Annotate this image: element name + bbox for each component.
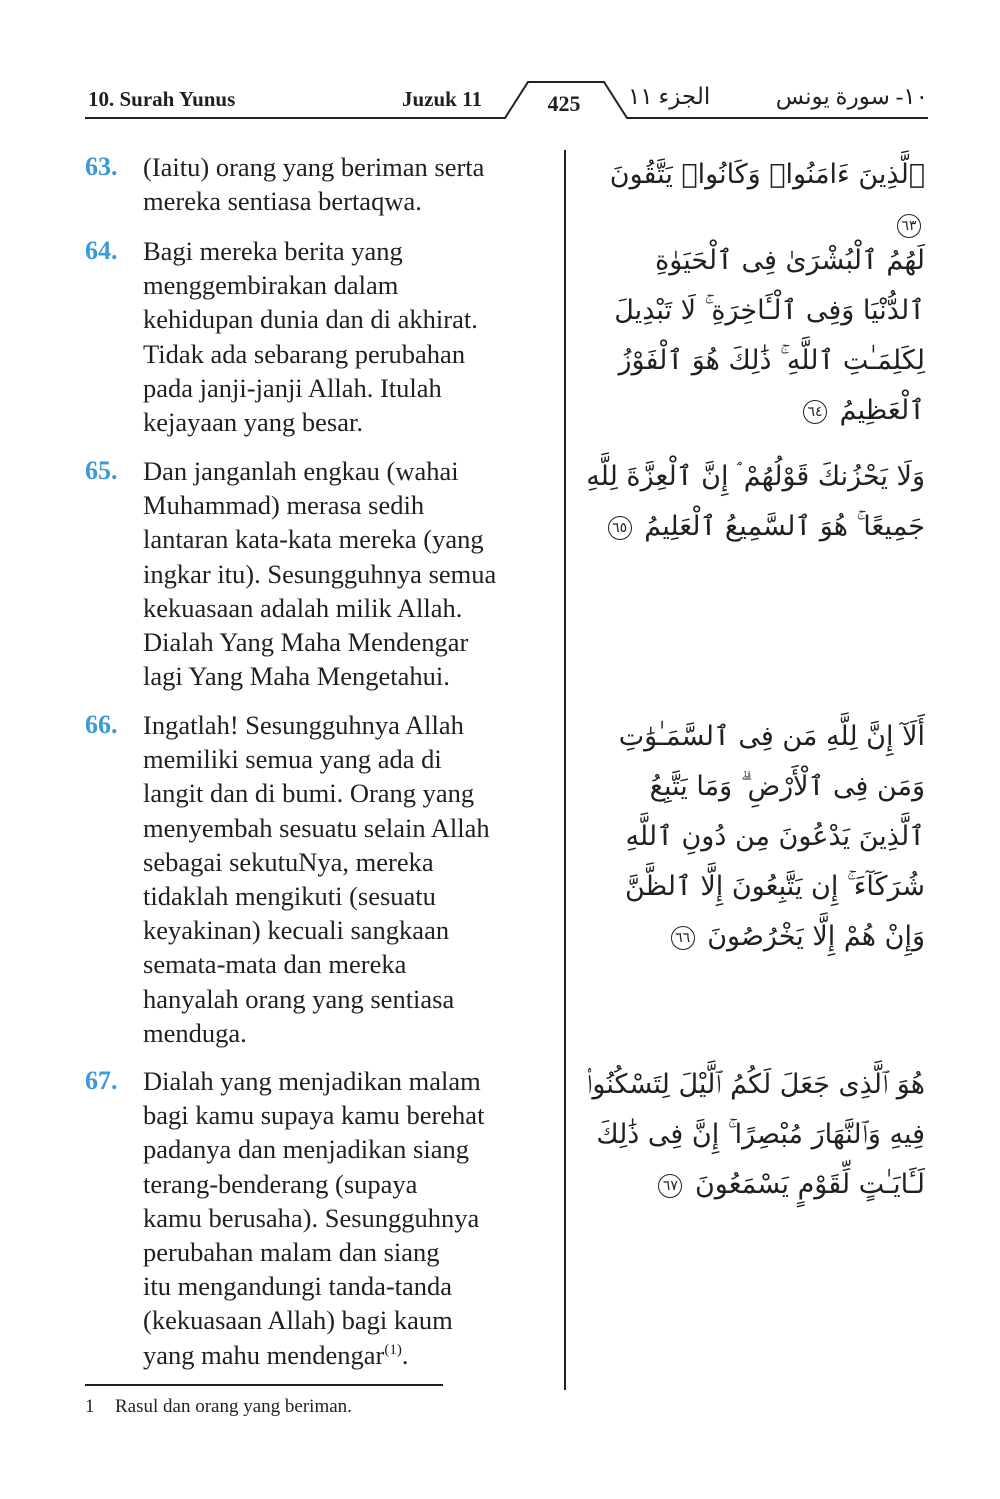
arabic-text: لَهُمُ ٱلْبُشْرَىٰ فِى ٱلْحَيَوٰةِ ٱلدُّنْيَا وَفِى ٱلْـَٔاخِرَةِ ۚ لَا تَبْدِيلَ لِكَلِمَـٰتِ ٱللَّهِ ۚ ذَٰلِكَ هُوَ ٱلْفَوْزُ ٱلْعَظِيمُ: [614, 245, 925, 426]
arabic-verse-67: [585, 1060, 925, 1210]
verse-63: [85, 150, 555, 218]
header-rule: [0, 0, 1000, 130]
column-divider: [564, 150, 566, 1390]
verse-translation: [143, 1064, 555, 1372]
verse-text-end: .: [401, 1339, 409, 1370]
surah-arabic: ١٠- سورة يونس: [775, 84, 928, 109]
verse-translation: Dan janganlah engkau (wahai Muhammad) merasa sedih lantaran kata-kata mereka (yang ingkar itu). Sesungguhnya semua kekuasaan adalah milik Allah. Dialah Yang Maha Mendengar lagi Yang Maha Mengetahui.: [143, 456, 497, 692]
arabic-text: وَلَا يَحْزُنكَ قَوْلُهُمْ ۘ إِنَّ ٱلْعِزَّةَ لِلَّهِ جَمِيعًا ۚ هُوَ ٱلسَّمِيعُ ٱلْعَلِيمُ: [586, 461, 925, 542]
verse-64: [85, 234, 555, 439]
ayah-marker: ٦٤: [803, 400, 827, 424]
verse-number: 66.: [85, 710, 118, 739]
arabic-text: ٱلَّذِينَ ءَامَنُوا۟ وَكَانُوا۟ يَتَّقُونَ: [609, 159, 925, 190]
footnote: [85, 1396, 352, 1418]
footnote-reference: (1): [384, 1341, 402, 1358]
ayah-marker: ٦٦: [671, 926, 695, 950]
footnote-rule: [85, 1384, 443, 1386]
verse-number: 65.: [85, 456, 118, 485]
footnote-text: Rasul dan orang yang beriman.: [115, 1396, 352, 1417]
arabic-verse-63: [585, 150, 925, 250]
footnote-number: 1: [85, 1396, 95, 1417]
arabic-verse-64: [585, 236, 925, 436]
page-number: 425: [547, 91, 581, 116]
arabic-text: أَلَآ إِنَّ لِلَّهِ مَن فِى ٱلسَّمَـٰوَٰتِ وَمَن فِى ٱلْأَرْضِ ۗ وَمَا يَتَّبِعُ ٱلَّذِينَ يَدْعُونَ مِن دُونِ ٱللَّهِ شُرَكَآءَ ۚ إِن يَتَّبِعُونَ إِلَّا ٱلظَّنَّ وَإِنْ هُمْ إِلَّا يَخْرُصُونَ: [618, 721, 925, 952]
page-header: [0, 0, 1000, 120]
verse-translation: Bagi mereka berita yang menggembirakan dalam kehidupan dunia dan di akhirat. Tidak ada sebarang perubahan pada janji-janji Allah. Itulah kejayaan yang besar.: [143, 236, 478, 438]
arabic-verse-65: [585, 452, 925, 552]
verse-65: [85, 454, 555, 693]
verse-text: Dialah yang menjadikan malam bagi kamu supaya kamu berehat padanya dan menjadikan siang terang-benderang (supaya kamu berusaha). Sesungguhnya perubahan malam dan siang itu mengandungi tanda-tanda (kekuasaan Allah) bagi kaum yang mahu mendengar: [143, 1066, 485, 1370]
verse-translation: Ingatlah! Sesungguhnya Allah memiliki semua yang ada di langit dan di bumi. Orang yang menyembah sesuatu selain Allah sebagai sekutuNya, mereka tidaklah mengikuti (sesuatu keyakinan) kecuali sangkaan semata-mata dan mereka hanyalah orang yang sentiasa menduga.: [143, 710, 490, 1048]
verse-number: 67.: [85, 1066, 118, 1095]
arabic-text: هُوَ ٱلَّذِى جَعَلَ لَكُمُ ٱلَّيْلَ لِتَسْكُنُوا۟ فِيهِ وَٱلنَّهَارَ مُبْصِرًا ۚ إِنَّ فِى ذَٰلِكَ لَـَٔايَـٰتٍ لِّقَوْمٍ يَسْمَعُونَ: [586, 1069, 925, 1200]
verse-66: [85, 708, 555, 1050]
verse-number: 63.: [85, 152, 118, 181]
ayah-marker: ٦٣: [897, 214, 921, 238]
arabic-verse-66: [585, 712, 925, 962]
verse-number: 64.: [85, 236, 118, 265]
verse-translation: (Iaitu) orang yang beriman serta mereka sentiasa bertaqwa.: [143, 152, 485, 217]
verse-67: [85, 1064, 555, 1372]
surah-title: 10. Surah Yunus: [88, 87, 236, 111]
ayah-marker: ٦٥: [608, 516, 632, 540]
ayah-marker: ٦٧: [658, 1174, 682, 1198]
juzuk-label: Juzuk 11: [402, 87, 482, 111]
juz-arabic: الجزء ١١: [628, 84, 711, 109]
